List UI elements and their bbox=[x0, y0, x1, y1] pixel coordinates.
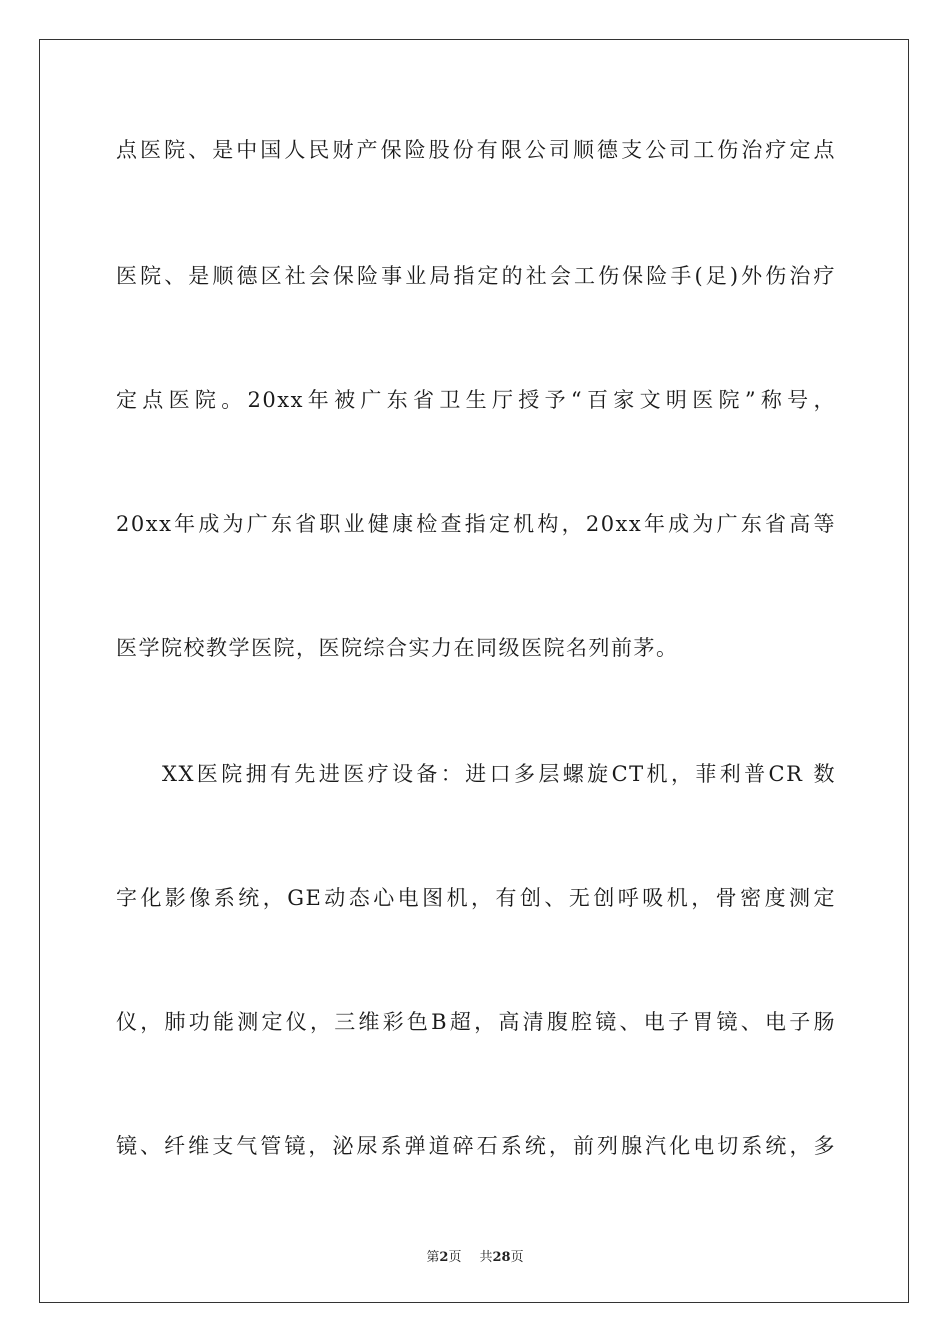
body-line-2: 医院、是顺德区社会保险事业局指定的社会工伤保险手(足)外伤治疗 bbox=[116, 264, 836, 288]
body-line-9: 镜、纤维支气管镜，泌尿系弹道碎石系统，前列腺汽化电切系统，多 bbox=[116, 1134, 836, 1158]
body-line-8: 仪，肺功能测定仪，三维彩色B超，高清腹腔镜、电子胃镜、电子肠 bbox=[116, 1010, 836, 1034]
page-suffix: 页 bbox=[448, 1250, 462, 1265]
page-footer bbox=[0, 1246, 950, 1265]
total-suffix: 页 bbox=[510, 1250, 524, 1265]
body-line-4: 20xx年成为广东省职业健康检查指定机构，20xx年成为广东省高等 bbox=[116, 512, 836, 536]
page-prefix: 第 bbox=[426, 1250, 440, 1265]
total-page-number: 28 bbox=[492, 1250, 511, 1265]
current-page-number: 2 bbox=[439, 1250, 449, 1265]
total-prefix: 共 bbox=[479, 1250, 493, 1265]
body-line-1: 点医院、是中国人民财产保险股份有限公司顺德支公司工伤治疗定点 bbox=[116, 138, 836, 162]
body-line-6: XX医院拥有先进医疗设备：进口多层螺旋CT机，菲利普CR 数 bbox=[162, 762, 836, 786]
body-line-7: 字化影像系统，GE动态心电图机，有创、无创呼吸机，骨密度测定 bbox=[116, 886, 836, 910]
body-line-5: 医学院校教学医院，医院综合实力在同级医院名列前茅。 bbox=[116, 636, 679, 660]
body-line-3: 定点医院。20xx年被广东省卫生厅授予“百家文明医院”称号， bbox=[116, 388, 836, 412]
page-border bbox=[39, 39, 909, 1303]
